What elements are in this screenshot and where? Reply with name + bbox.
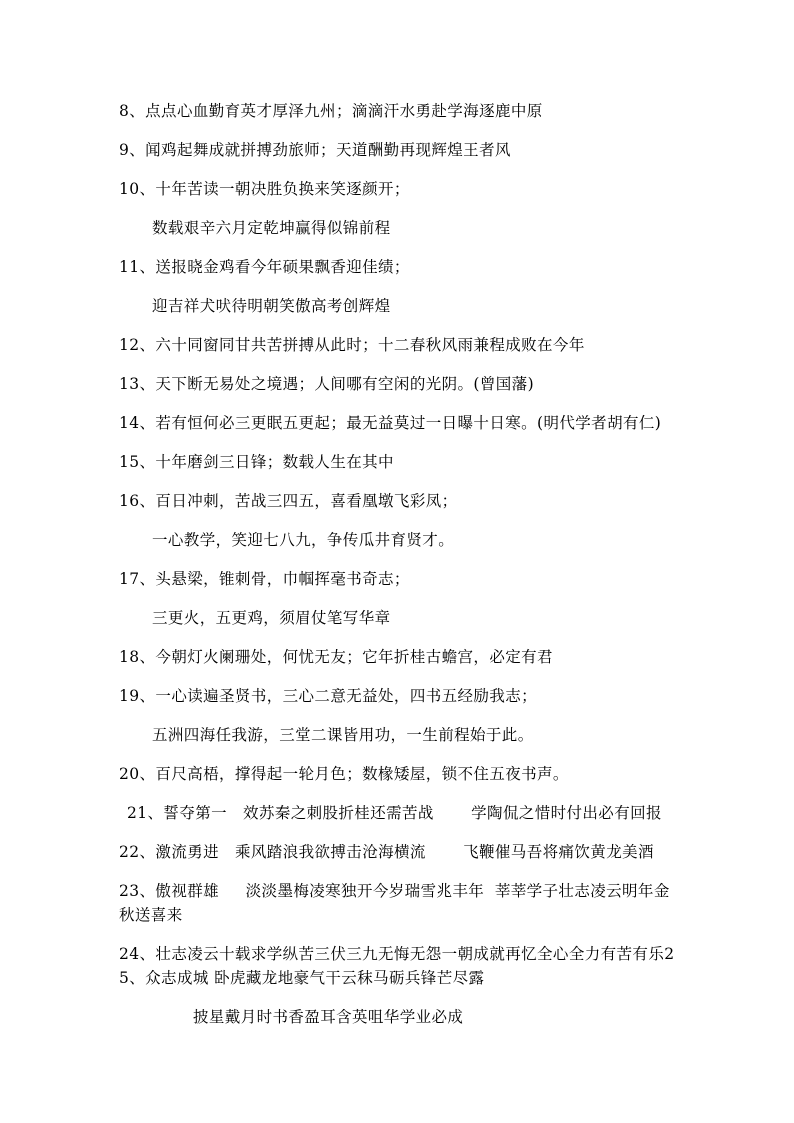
text-line: 14、若有恒何必三更眠五更起；最无益莫过一日曝十日寒。(明代学者胡有仁): [119, 414, 662, 432]
text-line: 秋送喜来: [119, 906, 183, 924]
text-line: 一心教学，笑迎七八九，争传瓜井育贤才。: [152, 531, 455, 549]
text-line: 18、今朝灯火阑珊处，何忧无友；它年折桂古蟾宫，必定有君: [119, 648, 553, 666]
text-line: 五洲四海任我游，三堂二课皆用功，一生前程始于此。: [152, 726, 534, 744]
text-line: 8、点点心血勤育英才厚泽九州；滴滴汗水勇赴学海逐鹿中原: [119, 102, 543, 120]
text-line: 三更火，五更鸡，须眉仗笔写华章: [152, 609, 391, 627]
text-line: 19、一心读遍圣贤书，三心二意无益处，四书五经励我志；: [119, 687, 538, 705]
text-line: 11、送报晓金鸡看今年硕果飘香迎佳绩；: [119, 258, 410, 276]
text-line: 5、众志成城 卧虎藏龙地豪气干云秣马砺兵锋芒尽露: [119, 969, 485, 987]
text-line: 10、十年苦读一朝决胜负换来笑逐颜开；: [119, 180, 410, 198]
text-line: 披星戴月时书香盈耳含英咀华学业必成: [193, 1008, 464, 1026]
text-line: 13、天下断无易处之境遇；人间哪有空闲的光阴。(曾国藩): [119, 375, 535, 393]
text-line: 22、激流勇进 乘风踏浪我欲搏击沧海横流 飞鞭催马吾将痛饮黄龙美酒: [119, 843, 654, 861]
text-line: 16、百日冲刺，苦战三四五，喜看凰墩飞彩凤；: [119, 492, 458, 510]
text-line: 数载艰辛六月定乾坤赢得似锦前程: [152, 219, 391, 237]
text-line: 9、闻鸡起舞成就拼搏劲旅师；天道酬勤再现辉煌王者风: [119, 141, 511, 159]
text-line: 23、傲视群雄 淡淡墨梅凌寒独开今岁瑞雪兆丰年 莘莘学子壮志凌云明年金: [119, 882, 670, 900]
text-line: 17、头悬梁，锥刺骨，巾帼挥毫书奇志；: [119, 570, 410, 588]
text-line: 12、六十同窗同甘共苦拼搏从此时；十二春秋风雨兼程成败在今年: [119, 336, 585, 354]
text-line: 21、誓夺第一 效苏秦之刺股折桂还需苦战 学陶侃之惜时付出必有回报: [127, 804, 662, 822]
text-line: 迎吉祥犬吠待明朝笑傲高考创辉煌: [152, 297, 391, 315]
text-line: 15、十年磨剑三日锋；数载人生在其中: [119, 453, 394, 471]
text-line: 20、百尺高梧，撑得起一轮月色；数椽矮屋，锁不住五夜书声。: [119, 765, 569, 783]
text-line: 24、壮志凌云十载求学纵苦三伏三九无悔无怨一朝成就再忆全心全力有苦有乐2: [119, 945, 675, 963]
